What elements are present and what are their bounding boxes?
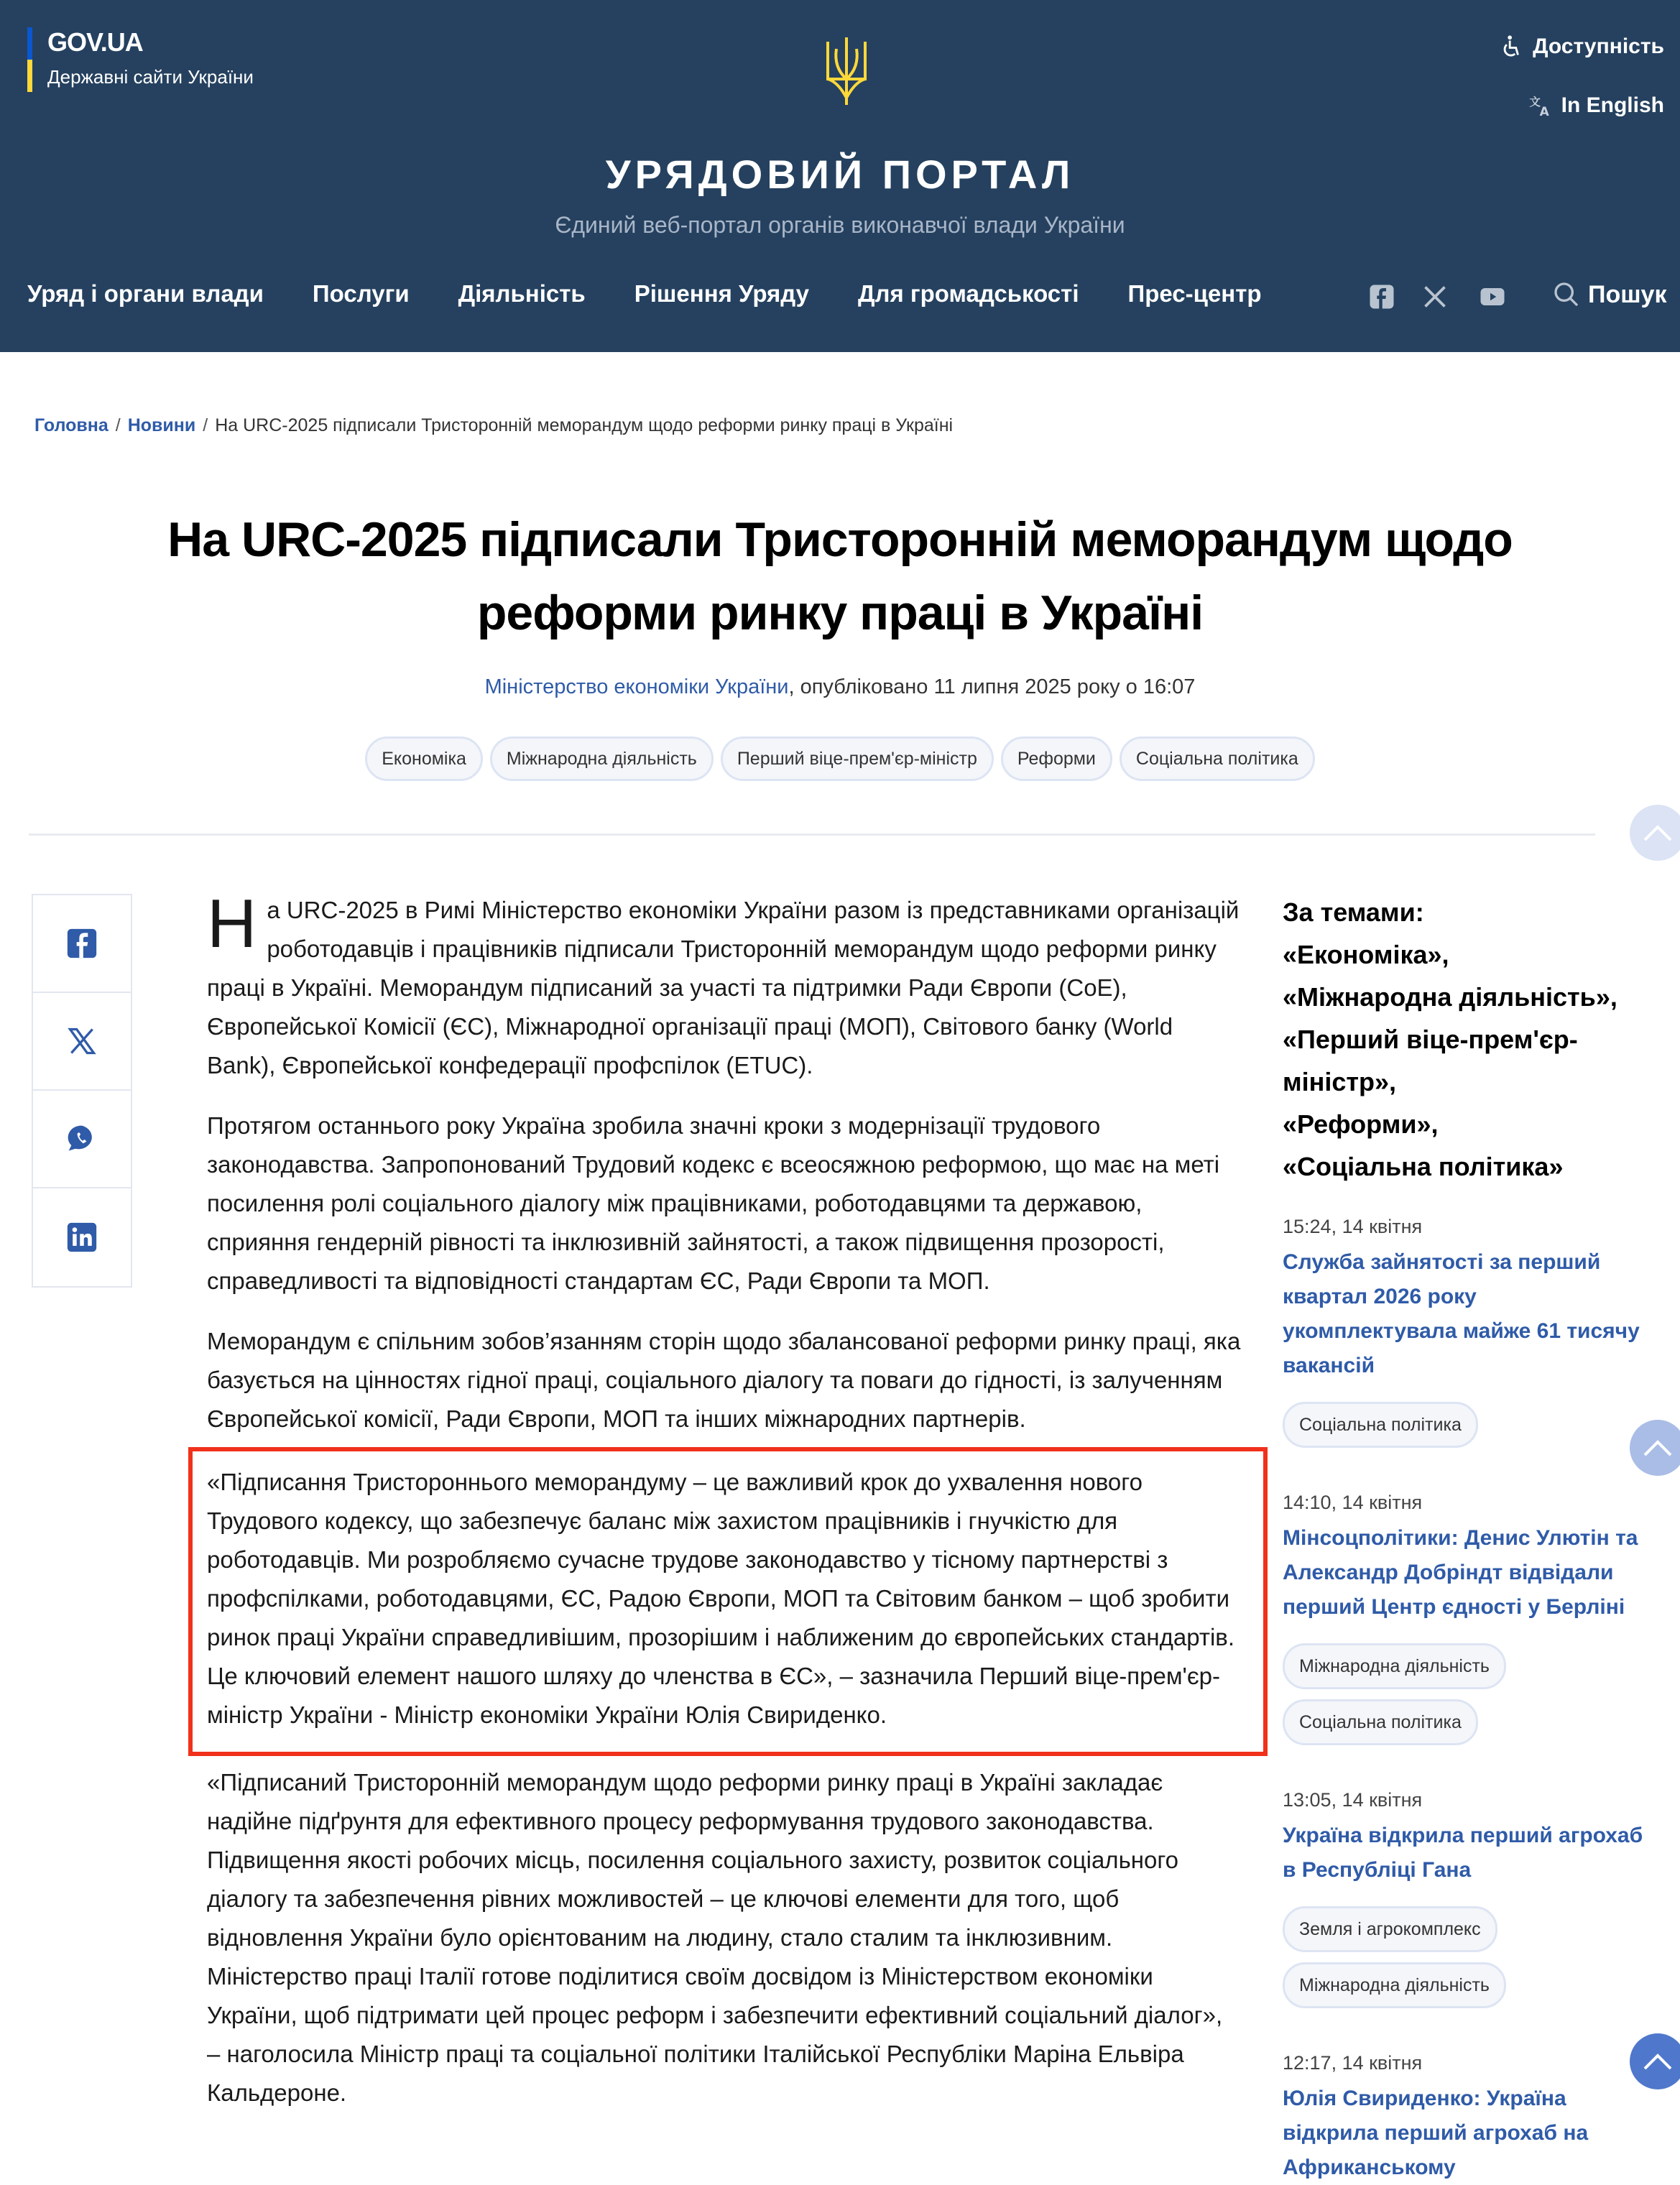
facebook-icon — [66, 928, 98, 959]
govua-logo[interactable] — [27, 27, 254, 92]
youtube-icon[interactable] — [1475, 284, 1510, 310]
svg-text:文: 文 — [1529, 96, 1541, 108]
tag-economy[interactable]: Економіка — [365, 736, 483, 781]
breadcrumb-separator: / — [203, 415, 208, 435]
divider — [29, 833, 1595, 836]
svg-text:A: A — [1539, 105, 1549, 118]
sidebar — [1283, 891, 1656, 2185]
chevron-up-icon — [1642, 1438, 1674, 1458]
article-meta — [0, 675, 1680, 699]
govua-subtitle: Державні сайти України — [47, 66, 254, 88]
portal-title[interactable]: УРЯДОВИЙ ПОРТАЛ — [605, 152, 1075, 197]
news-tag[interactable]: Міжнародна діяльність — [1283, 1962, 1506, 2008]
news-time: 14:10, 14 квітня — [1283, 1492, 1423, 1513]
scroll-top-button[interactable] — [1630, 805, 1680, 861]
dropcap: Н — [207, 885, 257, 962]
breadcrumb — [34, 415, 953, 436]
tag-first-vice-pm[interactable]: Перший віце-прем'єр-міністр — [721, 736, 994, 781]
news-title-link[interactable]: Служба зайнятості за перший квартал 2026 року укомплектувала майже 61 тисячу вакансій — [1283, 1250, 1640, 1377]
search-label: Пошук — [1588, 280, 1667, 308]
translate-icon — [1528, 93, 1553, 118]
x-icon — [66, 1025, 98, 1057]
news-item — [1283, 1786, 1656, 2008]
paragraph: На URC-2025 в Римі Міністерство економіки України разом із представниками організацій роботодавців і працівників підписали Тристоронній меморандум щодо реформи ринку праці в Україні. Меморандум підписаний за участі та підтримки Ради Європи (CoE), Європейської Комісії (ЄС), Міжнародної організації праці (МОП), Світового банку (World Bank), Європейської конфедерації профспілок (ETUC). — [207, 885, 1240, 1078]
news-tag[interactable]: Соціальна політика — [1283, 1402, 1478, 1448]
news-time: 13:05, 14 квітня — [1283, 1789, 1423, 1811]
social-links — [1369, 284, 1510, 310]
news-tags — [1283, 1906, 1656, 2008]
paragraph: Протягом останнього року Україна зробила значні кроки з модернізації трудового законодавства. Запропонований Трудовий кодекс є всеосяжною реформою, що має на меті посилення ролі соціального діалогу між працівниками, роботодавцями та державою, сприяння гендерній рівності та інклюзивній зайнятості, а також підвищення прозорості, справедливості та відповідності стандартам ЄС, Ради Європи та МОП. — [207, 1112, 1220, 1294]
accessibility-label: Доступність — [1533, 34, 1664, 58]
share-facebook-button[interactable] — [33, 895, 131, 993]
news-tag[interactable]: Міжнародна діяльність — [1283, 1643, 1506, 1689]
tag-social-policy[interactable]: Соціальна політика — [1120, 736, 1315, 781]
topic-link[interactable]: «Реформи», — [1283, 1109, 1439, 1139]
quote-paragraph-svyrydenko: «Підписання Тристороннього меморандуму – це важливий крок до ухвалення нового Трудового кодексу, що забезпечує баланс між захистом працівників і гнучкістю для роботодавців. Ми розробляємо сучасне трудове законодавство у тісному партнерстві з профспілками, роботодавцями, ЄС, Радою Європи, МОП та Світовим банком – щоб зробити ринок праці України справедливішим, прозорішим і наближеним до європейських стандартів. Це ключовий елемент нашого шляху до членства в ЄС», – зазначила Перший віце-прем'єр-міністр України - Міністр економіки України Юлія Свириденко. — [207, 1469, 1235, 1728]
news-item — [1283, 1488, 1656, 1745]
news-title-link[interactable]: Україна відкрила перший агрохаб в Республіці Гана — [1283, 1824, 1643, 1882]
nav-services[interactable]: Послуги — [312, 280, 410, 307]
nav-press[interactable]: Прес-центр — [1127, 280, 1262, 307]
topic-link[interactable]: «Соціальна політика» — [1283, 1152, 1564, 1181]
nav-government[interactable]: Уряд і органи влади — [27, 280, 264, 307]
scroll-top-button[interactable] — [1630, 1420, 1680, 1476]
share-panel — [32, 894, 132, 1288]
news-tag[interactable]: Соціальна політика — [1283, 1699, 1478, 1745]
share-linkedin-button[interactable] — [33, 1188, 131, 1286]
search-icon — [1552, 280, 1581, 309]
organization-link[interactable]: Міністерство економіки України — [484, 675, 789, 698]
news-item — [1283, 1212, 1656, 1448]
site-header — [0, 0, 1680, 352]
article-title: На URC-2025 підписали Тристоронній меморандум щодо реформи ринку праці в Україні — [167, 512, 1513, 640]
tag-international[interactable]: Міжнародна діяльність — [490, 736, 714, 781]
flag-yellow-bar — [27, 60, 32, 92]
news-tags — [1283, 1402, 1656, 1448]
quote-paragraph-calderone: «Підписаний Тристоронній меморандум щодо реформи ринку праці в Україні закладає надійне підґрунтя для ефективного процесу реформування трудового законодавства. Підвищення якості робочих місць, посилення соціального захисту, розвиток соціального діалогу та забезпечення рівних можливостей – це ключові елементи для того, щоб відновлення України було орієнтованим на людину, стало сталим та інклюзивним. Міністерство праці Італії готове поділитися своїм досвідом із Міністерством економіки України, щоб підтримати цей процес реформ і забезпечити ефективний соціальний діалог», – наголосила Міністр праці та соціальної політики Італійської Республіки Маріна Ельвіра Кальдероне. — [207, 1769, 1223, 2106]
chevron-up-icon — [1642, 2051, 1674, 2071]
published-date: , опубліковано 11 липня 2025 року о 16:07 — [788, 675, 1196, 698]
tag-reforms[interactable]: Реформи — [1001, 736, 1112, 781]
portal-subtitle: Єдиний веб-портал органів виконавчої влади України — [555, 212, 1125, 238]
facebook-icon[interactable] — [1369, 284, 1395, 310]
scroll-top-button[interactable] — [1630, 2033, 1680, 2089]
breadcrumb-separator: / — [115, 415, 121, 435]
paragraph: Меморандум є спільним зобов’язанням сторін щодо збалансованої реформи ринку праці, яка базується на цінностях гідної праці, соціального діалогу та поваги до гідності, із залученням Європейської комісії, Ради Європи, МОП та інших міжнародних партнерів. — [207, 1328, 1241, 1432]
news-item — [1283, 2048, 1656, 2185]
topics-heading: За темами: «Економіка», «Міжнародна діяльність», «Перший віце-прем'єр-міністр», «Реформи», «Соціальна політика» — [1283, 891, 1656, 1188]
x-icon[interactable] — [1422, 284, 1448, 310]
nav-decisions[interactable]: Рішення Уряду — [634, 280, 809, 307]
article-tags — [0, 736, 1680, 781]
trident-emblem-icon[interactable] — [823, 34, 869, 106]
language-link[interactable] — [1500, 88, 1664, 124]
accessibility-icon — [1500, 34, 1524, 59]
breadcrumb-news[interactable]: Новини — [127, 415, 196, 435]
language-label: In English — [1561, 93, 1664, 117]
header-utility-links — [1500, 29, 1664, 124]
flag-blue-bar — [27, 27, 32, 60]
news-tag[interactable]: Земля і агрокомплекс — [1283, 1906, 1497, 1952]
news-title-link[interactable]: Мінсоцполітики: Денис Улютін та Александр Добріндт відвідали перший Центр єдності у Берліні — [1283, 1526, 1638, 1619]
whatsapp-icon — [66, 1123, 98, 1155]
highlight-box — [188, 1447, 1268, 1756]
topic-link[interactable]: «Міжнародна діяльність», — [1283, 982, 1617, 1012]
share-whatsapp-button[interactable] — [33, 1091, 131, 1188]
breadcrumb-current: На URC-2025 підписали Тристоронній меморандум щодо реформи ринку праці в Україні — [215, 415, 954, 435]
topic-link[interactable]: «Економіка», — [1283, 940, 1449, 969]
linkedin-icon — [66, 1221, 98, 1253]
accessibility-link[interactable] — [1500, 29, 1664, 65]
nav-public[interactable]: Для громадськості — [858, 280, 1079, 307]
share-x-button[interactable] — [33, 993, 131, 1091]
main-nav — [27, 280, 1262, 308]
topic-link[interactable]: «Перший віце-прем'єр-міністр», — [1283, 1025, 1578, 1096]
breadcrumb-home[interactable]: Головна — [34, 415, 109, 435]
news-title-link[interactable]: Юлія Свириденко: Україна відкрила перший агрохаб на Африканському — [1283, 2087, 1589, 2179]
news-time: 12:17, 14 квітня — [1283, 2052, 1423, 2074]
nav-activity[interactable]: Діяльність — [458, 280, 586, 307]
news-time: 15:24, 14 квітня — [1283, 1216, 1423, 1237]
chevron-up-icon — [1642, 823, 1674, 843]
news-tags — [1283, 1643, 1656, 1745]
govua-brand: GOV.UA — [47, 27, 143, 57]
search-button[interactable] — [1552, 280, 1666, 309]
